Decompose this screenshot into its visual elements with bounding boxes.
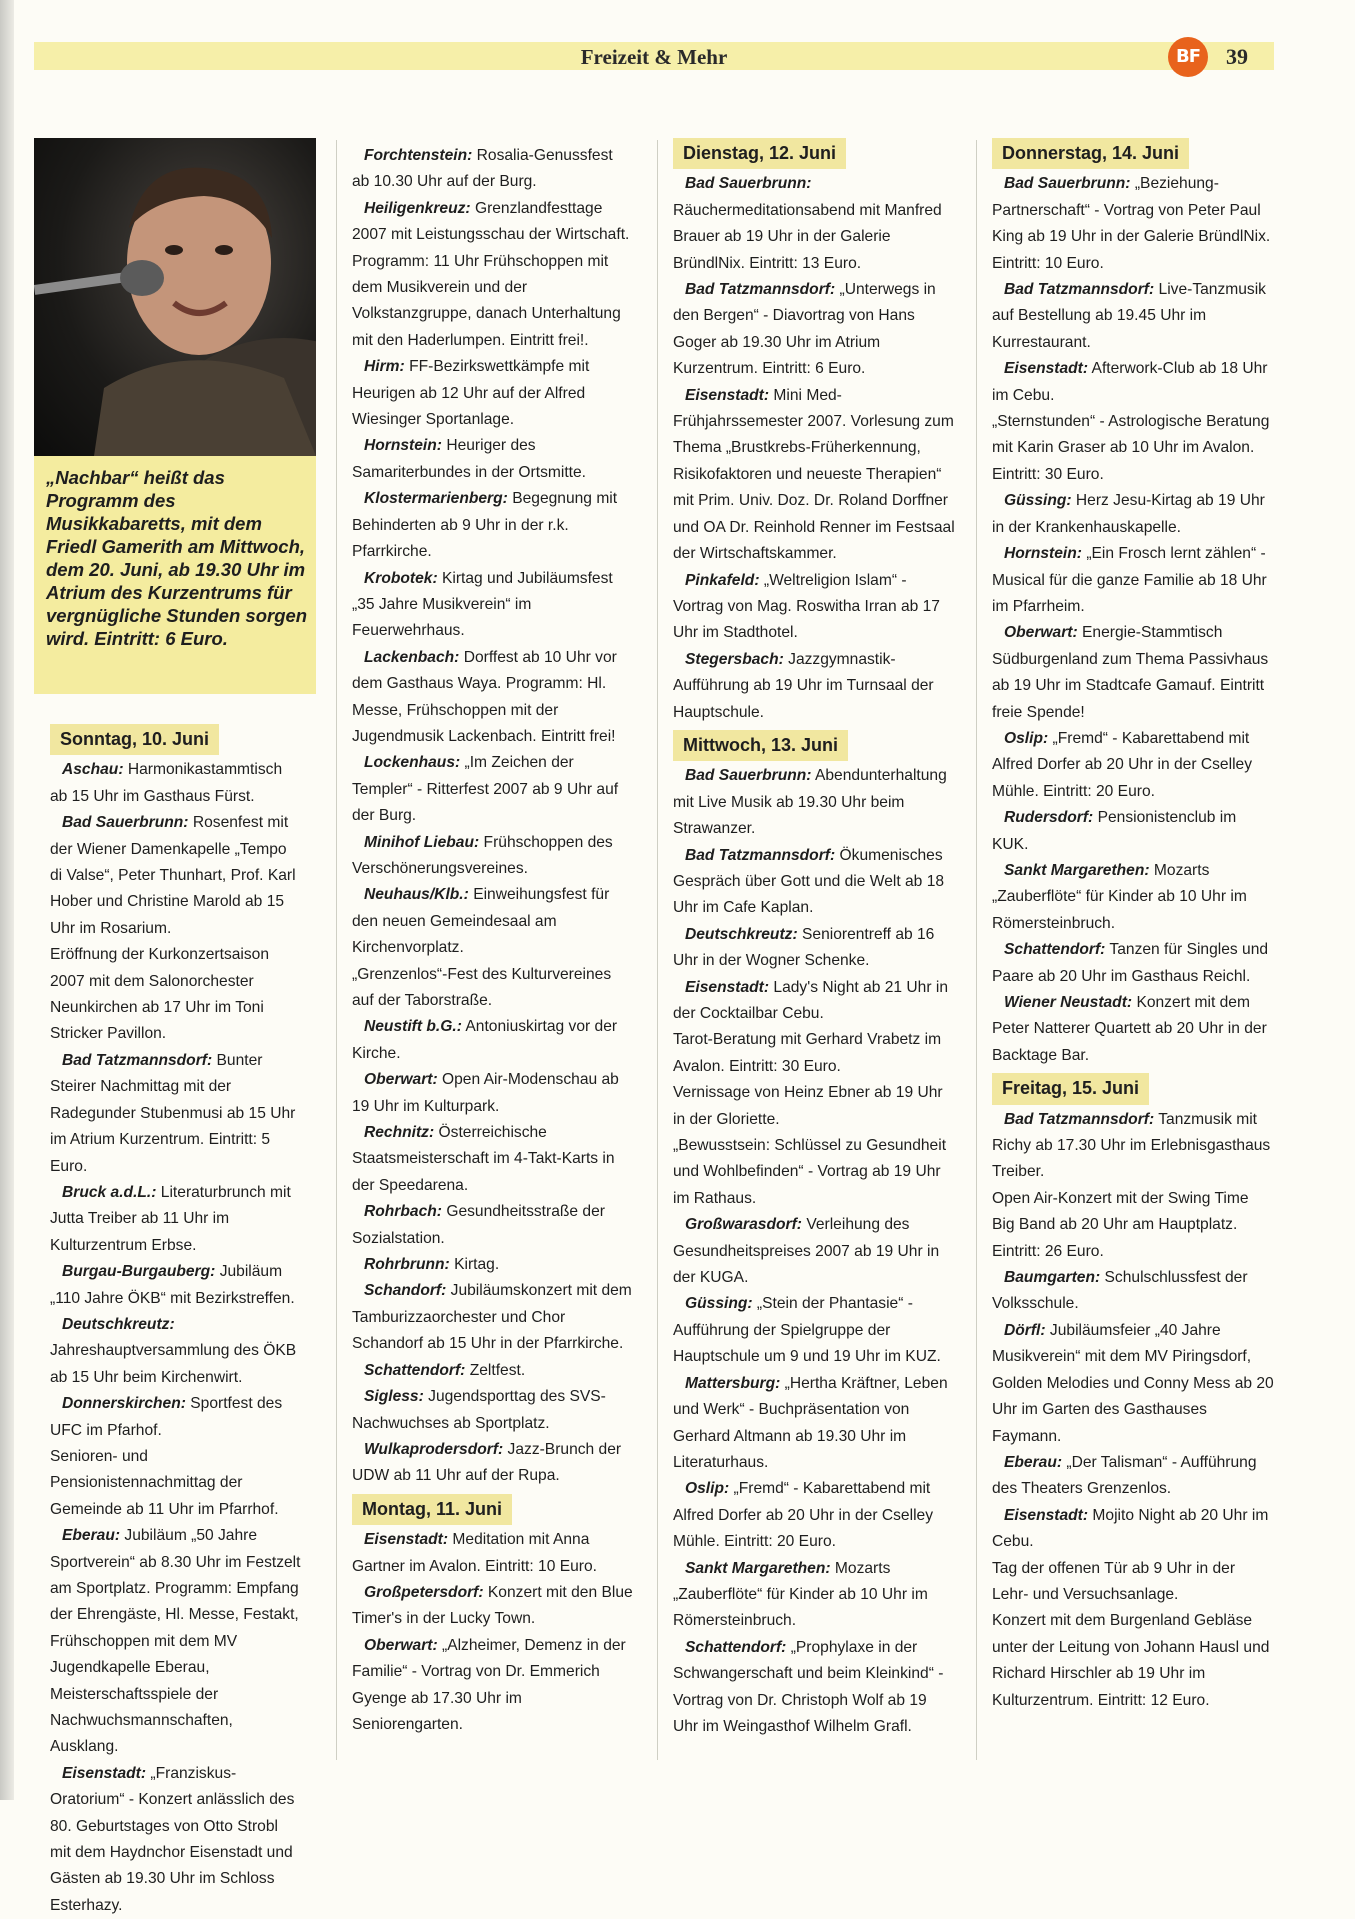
event-location: Klostermarienberg: — [364, 490, 508, 508]
event-description: „Unterwegs in den Bergen“ - Diavortrag von Hans Goger ab 19.30 Uhr im Atrium Kurzentrum. Eintritt: 6 Euro. — [673, 281, 936, 378]
event-entry — [352, 1358, 634, 1384]
event-entry — [352, 962, 634, 1015]
event-description: Tanzen für Singles und Paare ab 20 Uhr im Gasthaus Reichl. — [992, 941, 1269, 985]
event-location: Neustift b.G.: — [364, 1018, 462, 1036]
event-location: Schattendorf: — [1004, 941, 1106, 959]
event-entry — [673, 1476, 955, 1555]
event-description: Lady's Night ab 21 Uhr in der Cocktailbar Cebu. — [673, 978, 949, 1022]
day-heading-label: Freitag, 15. Juni — [992, 1073, 1149, 1104]
event-description: Mojito Night ab 20 Uhr im Cebu. — [992, 1506, 1269, 1551]
column-divider — [336, 140, 337, 1760]
event-entry — [352, 1527, 634, 1580]
event-description: „Sternstunden“ - Astrologische Beratung mit Karin Graser ab 10 Uhr im Avalon. Eintritt: 30 Euro. — [992, 413, 1270, 483]
event-description: Ökumenisches Gespräch über Gott und die Welt ab 18 Uhr im Cafe Kaplan. — [673, 846, 945, 917]
event-location: Schattendorf: — [685, 1638, 787, 1656]
event-entry — [352, 1580, 634, 1633]
event-entry — [352, 433, 634, 486]
event-description: Frühschoppen des Verschönerungsvereines. — [352, 833, 613, 877]
event-entry — [50, 1761, 302, 1919]
event-entry — [50, 810, 302, 942]
day-heading-label: Sonntag, 10. Juni — [50, 724, 219, 755]
event-description: Pensionistenclub im KUK. — [992, 809, 1237, 853]
event-entry — [992, 805, 1274, 858]
event-entry — [352, 1067, 634, 1120]
event-location: Bad Tatzmannsdorf: — [1004, 281, 1155, 299]
event-description: Zeltfest. — [469, 1361, 526, 1379]
event-entry — [992, 726, 1274, 805]
event-location: Bad Sauerbrunn: — [1004, 175, 1131, 193]
event-entry — [352, 1199, 634, 1252]
event-description: Tag der offenen Tür ab 9 Uhr in der Lehr- und Versuchsanlage. — [992, 1559, 1236, 1603]
event-description: Harmonikastammtisch ab 15 Uhr im Gasthaus Fürst. — [50, 761, 283, 805]
event-entry — [673, 1027, 955, 1080]
event-entry — [352, 645, 634, 751]
event-entry — [673, 1556, 955, 1635]
event-description: Verleihung des Gesundheitspreises 2007 ab 19 Uhr in der KUGA. — [673, 1216, 940, 1287]
event-description: „Weltreligion Islam“ - Vortrag von Mag. Roswitha Irran ab 17 Uhr im Stadthotel. — [673, 571, 940, 642]
event-location: Mattersburg: — [685, 1374, 781, 1392]
event-entry — [673, 1371, 955, 1477]
event-description: „Ein Frosch lernt zählen“ - Musical für die ganze Familie ab 18 Uhr im Pfarrheim. — [992, 545, 1267, 615]
day-heading-label: Mittwoch, 13. Juni — [673, 730, 848, 761]
event-location: Oslip: — [685, 1480, 730, 1498]
event-location: Großpetersdorf: — [364, 1583, 484, 1601]
event-description: Abendunterhaltung mit Live Musik ab 19.30 Uhr beim Strawanzer. — [673, 767, 947, 838]
event-entry — [673, 1133, 955, 1212]
event-description: Meditation mit Anna Gartner im Avalon. Eintritt: 10 Euro. — [352, 1531, 597, 1575]
event-description: Senioren- und Pensionistennachmittag der Gemeinde ab 11 Uhr im Pfarrhof. — [50, 1447, 279, 1518]
event-description: Räuchermeditationsabend mit Manfred Brauer ab 19 Uhr in der Galerie BründlNix. Eintritt: 13 Euro. — [673, 201, 942, 272]
event-entry — [992, 356, 1274, 409]
event-location: Großwarasdorf: — [685, 1216, 802, 1234]
event-entry — [673, 922, 955, 975]
event-location: Eisenstadt: — [62, 1764, 147, 1782]
event-description: Heuriger des Samariterbundes in der Ortsmitte. — [352, 437, 586, 481]
event-entry — [50, 1180, 302, 1259]
event-location: Eisenstadt: — [364, 1531, 449, 1549]
event-location: Deutschkreutz: — [62, 1315, 175, 1333]
event-entry — [352, 1120, 634, 1199]
event-description: FF-Bezirkswettkämpfe mit Heurigen ab 12 Uhr auf der Alfred Wiesinger Sportanlage. — [352, 358, 590, 429]
event-description: „Fremd“ - Kabarettabend mit Alfred Dorfer ab 20 Uhr in der Cselley Mühle. Eintritt: 20 Euro. — [673, 1480, 934, 1551]
event-location: Eberau: — [1004, 1453, 1063, 1471]
event-description: Tarot-Beratung mit Gerhard Vrabetz im Avalon. Eintritt: 30 Euro. — [673, 1031, 942, 1075]
event-description: Energie-Stammtisch Südburgenland zum Thema Passivhaus ab 19 Uhr im Stadtcafe Gamauf. Eintritt freie Spende! — [992, 624, 1269, 721]
event-location: Deutschkreutz: — [685, 925, 798, 943]
event-description: Bunter Steirer Nachmittag mit der Radegunder Stubenmusi ab 15 Uhr im Atrium Kurzentrum. Eintritt: 5 Euro. — [50, 1051, 296, 1175]
event-location: Sankt Margarethen: — [1004, 861, 1150, 879]
event-description: Mozarts „Zauberflöte“ für Kinder ab 10 Uhr im Römersteinbruch. — [992, 861, 1247, 932]
event-entry — [673, 647, 955, 726]
event-description: Dorffest ab 10 Uhr vor dem Gasthaus Waya. Programm: Hl. Messe, Frühschoppen mit der Jugendmusik Lackenbach. Eintritt frei! — [352, 648, 617, 745]
event-description: Konzert mit den Blue Timer's in der Lucky Town. — [352, 1583, 633, 1628]
event-entry — [992, 620, 1274, 726]
event-description: „Bewusstsein: Schlüssel zu Gesundheit und Wohlbefinden“ - Vortrag ab 19 Uhr im Rathaus. — [673, 1137, 947, 1207]
event-description: Mini Med-Frühjahrssemester 2007. Vorlesung zum Thema „Brustkrebs-Früherkennung, Risikofaktoren und neueste Therapien“ mit Prim. Univ. Doz. Dr. Roland Dorffner und OA Dr. Reinhold Renner im Festsaal der Wirtschaftskammer. — [673, 386, 955, 563]
event-description: Sportfest des UFC im Pfarhof. — [50, 1395, 283, 1439]
event-description: Jugendsporttag des SVS-Nachwuchses ab Sportplatz. — [352, 1388, 606, 1432]
day-heading — [50, 720, 302, 757]
event-location: Aschau: — [62, 761, 124, 779]
event-entry — [992, 858, 1274, 937]
event-entry — [673, 975, 955, 1028]
event-entry — [992, 541, 1274, 620]
event-entry — [50, 1048, 302, 1180]
event-entry — [673, 171, 955, 277]
section-header-bar — [34, 42, 1274, 70]
day-heading — [673, 134, 955, 171]
event-entry — [992, 171, 1274, 277]
event-location: Hornstein: — [1004, 545, 1082, 563]
event-entry — [352, 750, 634, 829]
event-entry — [673, 1080, 955, 1133]
event-description: Konzert mit dem Burgenland Gebläse unter der Leitung von Johann Hausl und Richard Hirschler ab 19 Uhr im Kulturzentrum. Eintritt: 12 Euro. — [992, 1612, 1270, 1709]
event-location: Rechnitz: — [364, 1124, 435, 1142]
event-description: „Beziehung-Partnerschaft“ - Vortrag von Peter Paul King ab 19 Uhr in der Galerie BründlNix. Eintritt: 10 Euro. — [992, 175, 1271, 272]
event-description: Seniorentreff ab 16 Uhr in der Wogner Schenke. — [673, 925, 935, 970]
event-description: „Franziskus-Oratorium“ - Konzert anlässlich des 80. Geburtstages von Otto Strobl mit dem Haydnchor Eisenstadt und Gästen ab 19.30 Uhr im Schloss Esterhazy. — [50, 1764, 295, 1914]
page-number: 39 — [1226, 44, 1248, 69]
event-entry — [352, 354, 634, 433]
event-location: Dörfl: — [1004, 1321, 1046, 1339]
event-location: Eisenstadt: — [685, 978, 770, 996]
day-heading-label: Montag, 11. Juni — [352, 1494, 512, 1525]
event-description: Mozarts „Zauberflöte“ für Kinder ab 10 Uhr im Römersteinbruch. — [673, 1559, 928, 1630]
event-location: Bad Tatzmannsdorf: — [1004, 1110, 1155, 1128]
event-location: Oberwart: — [364, 1636, 438, 1654]
event-entry — [673, 1291, 955, 1370]
event-location: Donnerskirchen: — [62, 1395, 186, 1413]
bf-logo: BF — [1168, 37, 1208, 77]
event-location: Rohrbach: — [364, 1203, 442, 1221]
event-location: Bad Tatzmannsdorf: — [62, 1051, 213, 1069]
event-entry — [352, 1014, 634, 1067]
events-column-3 — [673, 134, 955, 1740]
event-location: Schattendorf: — [364, 1361, 466, 1379]
day-heading-label: Dienstag, 12. Juni — [673, 138, 846, 169]
event-location: Lackenbach: — [364, 648, 460, 666]
event-entry — [992, 488, 1274, 541]
event-location: Güssing: — [685, 1295, 753, 1313]
event-location: Hirm: — [364, 358, 405, 376]
event-description: „Im Zeichen der Templer“ - Ritterfest 2007 ab 9 Uhr auf der Burg. — [352, 754, 619, 825]
event-location: Heiligenkreuz: — [364, 199, 471, 217]
event-location: Rudersdorf: — [1004, 809, 1094, 827]
event-description: Grenzlandfesttage 2007 mit Leistungsschau der Wirtschaft. Programm: 11 Uhr Frühschoppen mit dem Musikverein und der Volkstanzgruppe, danach Unterhaltung mit den Haderlumpen. Eintritt frei!. — [352, 199, 630, 349]
event-location: Eisenstadt: — [685, 386, 770, 404]
event-location: Güssing: — [1004, 492, 1072, 510]
event-entry — [992, 937, 1274, 990]
event-location: Bruck a.d.L.: — [62, 1183, 157, 1201]
event-description: Gesundheitsstraße der Sozialstation. — [352, 1203, 605, 1247]
event-location: Eisenstadt: — [1004, 360, 1089, 378]
event-description: Live-Tanzmusik auf Bestellung ab 19.45 Uhr im Kurrestaurant. — [992, 281, 1266, 351]
event-entry — [352, 830, 634, 883]
event-entry — [673, 1212, 955, 1291]
event-location: Burgau-Burgauberg: — [62, 1263, 216, 1281]
event-entry — [992, 277, 1274, 356]
event-description: Konzert mit dem Peter Natterer Quartett ab 20 Uhr in der Backtage Bar. — [992, 994, 1267, 1064]
event-location: Neuhaus/Klb.: — [364, 886, 469, 904]
section-title: Freizeit & Mehr — [580, 45, 728, 69]
event-description: „Der Talisman“ - Aufführung des Theaters Grenzenlos. — [992, 1453, 1257, 1498]
event-entry — [992, 1608, 1274, 1714]
event-description: Afterwork-Club ab 18 Uhr im Cebu. — [992, 360, 1268, 404]
event-location: Oslip: — [1004, 729, 1049, 747]
event-location: Bad Tatzmannsdorf: — [685, 281, 836, 299]
event-entry — [352, 486, 634, 565]
event-entry — [352, 196, 634, 354]
event-location: Sankt Margarethen: — [685, 1559, 831, 1577]
event-entry — [352, 1633, 634, 1739]
photo-caption: „Nachbar“ heißt das Programm des Musikkabaretts, mit dem Friedl Gamerith am Mittwoch, dem 20. Juni, ab 19.30 Uhr im Atrium des Kurzentrums für vergnügliche Stunden sorgen wird. Eintritt: 6 Euro. — [46, 467, 308, 649]
event-description: Jahreshauptversammlung des ÖKB ab 15 Uhr beim Kirchenwirt. — [50, 1342, 297, 1386]
event-description: Jubiläumskonzert mit dem Tamburizzaorchester und Chor Schandorf ab 15 Uhr in der Pfarrkirche. — [352, 1282, 632, 1353]
event-location: Minihof Liebau: — [364, 833, 480, 851]
day-heading — [673, 726, 955, 763]
column-divider — [657, 140, 658, 1760]
event-description: Kirtag. — [454, 1256, 500, 1274]
event-description: Begegnung mit Behinderten ab 9 Uhr in der r.k. Pfarrkirche. — [352, 490, 618, 561]
event-description: Jubiläum „110 Jahre ÖKB“ mit Bezirkstreffen. — [50, 1263, 295, 1307]
event-description: Rosalia-Genussfest ab 10.30 Uhr auf der Burg. — [352, 147, 613, 191]
event-entry — [352, 1437, 634, 1490]
event-location: Pinkafeld: — [685, 571, 760, 589]
event-description: Kirtag und Jubiläumsfest „35 Jahre Musikverein“ im Feuerwehrhaus. — [352, 569, 613, 640]
event-description: Antoniuskirtag vor der Kirche. — [352, 1018, 618, 1062]
event-entry — [992, 1556, 1274, 1609]
event-entry — [50, 1312, 302, 1391]
event-entry — [992, 1450, 1274, 1503]
event-description: „Hertha Kräftner, Leben und Werk“ - Buchpräsentation von Gerhard Altmann ab 19.30 Uhr im Literaturhaus. — [673, 1374, 948, 1471]
event-entry — [352, 1252, 634, 1278]
event-description: „Stein der Phantasie“ - Aufführung der Spielgruppe der Hauptschule um 9 und 19 Uhr im KUZ. — [673, 1295, 941, 1366]
event-description: „Grenzenlos“-Fest des Kulturvereines auf der Taborstraße. — [352, 965, 612, 1009]
event-description: Einweihungsfest für den neuen Gemeindesaal am Kirchenvorplatz. — [352, 886, 610, 957]
event-entry — [992, 1503, 1274, 1556]
event-entry — [50, 1391, 302, 1444]
event-entry — [352, 882, 634, 961]
event-entry — [352, 1384, 634, 1437]
event-entry — [352, 1278, 634, 1357]
day-heading — [352, 1490, 634, 1527]
event-description: Open Air-Konzert mit der Swing Time Big Band ab 20 Uhr am Hauptplatz. Eintritt: 26 Euro. — [992, 1189, 1249, 1260]
day-heading-label: Donnerstag, 14. Juni — [992, 138, 1189, 169]
events-column-4 — [992, 134, 1274, 1714]
event-location: Baumgarten: — [1004, 1269, 1101, 1287]
event-description: Jazzgymnastik-Aufführung ab 19 Uhr im Turnsaal der Hauptschule. — [673, 650, 934, 721]
events-column-1 — [50, 720, 302, 1919]
column-divider — [976, 140, 977, 1760]
event-location: Lockenhaus: — [364, 754, 461, 772]
event-description: „Prophylaxe in der Schwangerschaft und beim Kleinkind“ - Vortrag von Dr. Christoph Wolf ab 19 Uhr im Weingasthof Wilhelm Grafl. — [673, 1638, 944, 1735]
event-location: Sigless: — [364, 1388, 424, 1406]
event-description: Jazz-Brunch der UDW ab 11 Uhr auf der Rupa. — [352, 1440, 622, 1485]
event-location: Rohrbrunn: — [364, 1256, 450, 1274]
event-entry — [992, 1186, 1274, 1265]
event-entry — [673, 843, 955, 922]
event-description: Rosenfest mit der Wiener Damenkapelle „Tempo di Valse“, Peter Thunhart, Prof. Karl Hober und Christine Marold ab 15 Uhr im Rosarium. — [50, 814, 296, 937]
event-entry — [992, 409, 1274, 488]
event-description: Eröffnung der Kurkonzertsaison 2007 mit dem Salonorchester Neunkirchen ab 17 Uhr im Toni Stricker Pavillon. — [50, 946, 270, 1043]
event-location: Forchtenstein: — [364, 147, 473, 164]
event-entry — [673, 277, 955, 383]
event-location: Eisenstadt: — [1004, 1506, 1089, 1524]
event-description: „Alzheimer, Demenz in der Familie“ - Vortrag von Dr. Emmerich Gyenge ab 17.30 Uhr im Seniorengarten. — [352, 1636, 626, 1733]
event-location: Hornstein: — [364, 437, 442, 455]
day-heading — [992, 134, 1274, 171]
event-entry — [992, 1107, 1274, 1186]
event-entry — [50, 1259, 302, 1312]
event-description: Open Air-Modenschau ab 19 Uhr im Kulturpark. — [352, 1071, 619, 1115]
event-entry — [50, 757, 302, 810]
event-entry — [992, 1318, 1274, 1450]
event-description: Vernissage von Heinz Ebner ab 19 Uhr in der Gloriette. — [673, 1084, 943, 1128]
event-entry — [50, 942, 302, 1048]
event-location: Wiener Neustadt: — [1004, 994, 1133, 1011]
photo-caption-box — [34, 456, 316, 694]
event-description: Schulschlussfest der Volksschule. — [992, 1269, 1248, 1313]
event-description: Tanzmusik mit Richy ab 17.30 Uhr im Erlebnisgasthaus Treiber. — [992, 1110, 1271, 1181]
events-column-2 — [352, 143, 634, 1738]
event-location: Krobotek: — [364, 569, 438, 587]
event-location: Stegersbach: — [685, 650, 784, 668]
performer-photo — [34, 138, 316, 456]
event-entry — [992, 1265, 1274, 1318]
day-heading — [992, 1069, 1274, 1106]
event-entry — [673, 1635, 955, 1741]
event-location: Oberwart: — [1004, 624, 1078, 642]
event-location: Bad Sauerbrunn: — [62, 814, 189, 832]
event-description: Österreichische Staatsmeisterschaft im 4-Takt-Karts in der Speedarena. — [352, 1124, 615, 1194]
event-entry — [352, 566, 634, 645]
event-location: Bad Sauerbrunn: — [685, 175, 812, 193]
event-entry — [673, 568, 955, 647]
event-entry — [50, 1444, 302, 1523]
event-description: Jubiläum „50 Jahre Sportverein“ ab 8.30 Uhr im Festzelt am Sportplatz. Programm: Empfang der Ehrengäste, Hl. Messe, Festakt, Frühschoppen mit dem MV Jugendkapelle Eberau, Meisterschaftsspiele der Nachwuchsmannschaften, Ausklang. — [50, 1527, 301, 1756]
event-location: Bad Sauerbrunn: — [685, 767, 812, 785]
event-location: Bad Tatzmannsdorf: — [685, 846, 836, 864]
event-entry — [352, 143, 634, 196]
event-description: „Fremd“ - Kabarettabend mit Alfred Dorfer ab 20 Uhr in der Cselley Mühle. Eintritt: 20 Euro. — [992, 729, 1253, 800]
event-entry — [992, 990, 1274, 1069]
event-description: Herz Jesu-Kirtag ab 19 Uhr in der Krankenhauskapelle. — [992, 492, 1265, 536]
event-entry — [673, 763, 955, 842]
event-entry — [673, 383, 955, 568]
event-location: Schandorf: — [364, 1282, 447, 1300]
event-location: Wulkaprodersdorf: — [364, 1440, 504, 1458]
page-gutter — [0, 0, 14, 1800]
event-location: Oberwart: — [364, 1071, 438, 1089]
event-description: Literaturbrunch mit Jutta Treiber ab 11 Uhr im Kulturzentrum Erbse. — [50, 1183, 291, 1254]
event-entry — [50, 1523, 302, 1761]
event-description: Jubiläumsfeier „40 Jahre Musikverein“ mit dem MV Piringsdorf, Golden Melodies und Conny Mess ab 20 Uhr im Garten des Gasthauses Faymann. — [992, 1321, 1274, 1445]
event-location: Eberau: — [62, 1527, 121, 1545]
